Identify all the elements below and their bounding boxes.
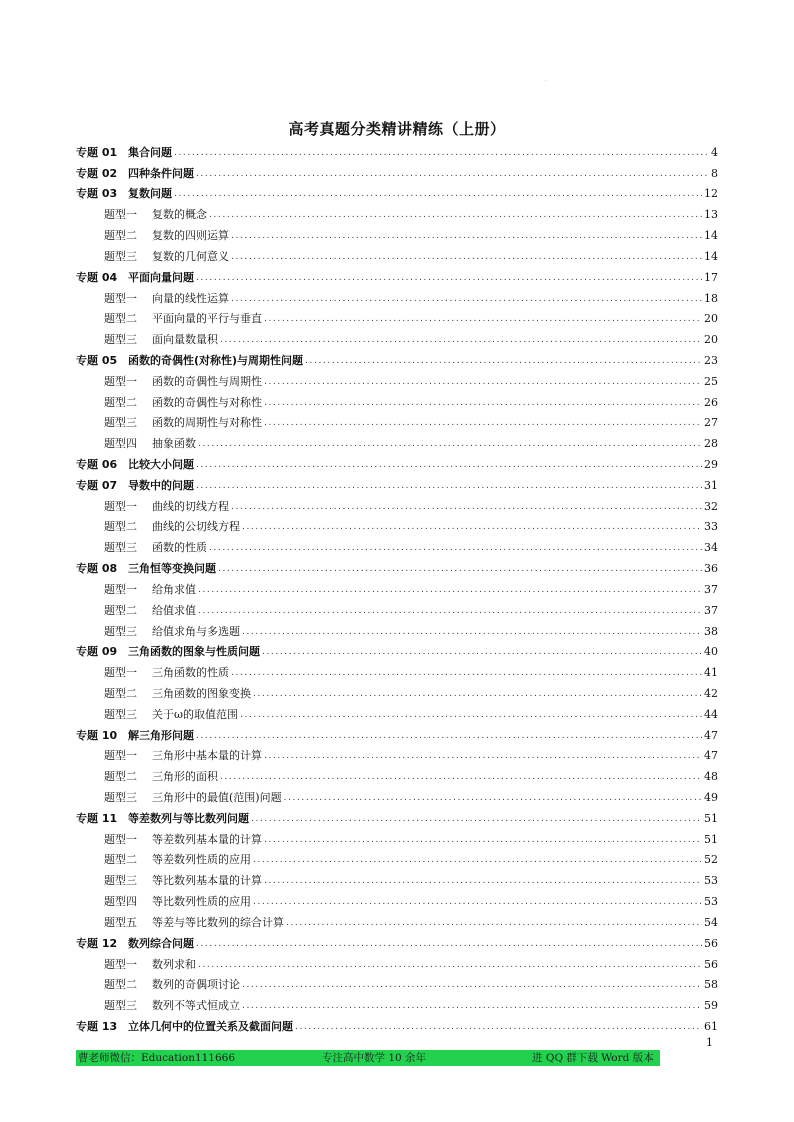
toc-dot-leader [196,271,702,285]
toc-entry-title: 数列综合问题 [128,936,194,950]
toc-entry-label [104,770,218,784]
document-title: 高考真题分类精讲精练（上册） [288,120,506,138]
toc-entry-number: 题型二 [104,978,137,992]
scan-speck: · [545,78,547,85]
toc-entry-title: 等比数列基本量的计算 [152,874,262,888]
toc-dot-leader [209,208,702,222]
toc-page-number: 27 [704,416,718,430]
toc-chapter-entry[interactable] [76,160,718,181]
footer-wechat: 曹老师微信：Education111666 [78,1052,236,1064]
toc-entry-label [76,1020,293,1034]
toc-section-entry[interactable] [76,992,718,1013]
toc-page-number: 25 [704,374,718,388]
toc-section-entry[interactable] [76,201,718,222]
toc-section-entry[interactable] [76,306,718,327]
toc-entry-label [76,146,172,160]
toc-entry-label [76,167,194,181]
toc-entry-number: 题型一 [104,291,137,305]
toc-entry-label [104,312,262,326]
toc-entry-number: 专题 12 [76,936,118,950]
toc-chapter-entry[interactable] [76,472,718,493]
toc-chapter-entry[interactable] [76,451,718,472]
toc-entry-title: 三角形中的最值(范围)问题 [152,791,282,804]
toc-page-number: 56 [704,936,718,950]
toc-entry-number: 专题 06 [76,458,118,471]
toc-chapter-entry[interactable] [76,139,718,160]
toc-section-entry[interactable] [76,493,718,514]
toc-chapter-entry[interactable] [76,1013,718,1034]
toc-entry-number: 题型二 [104,770,137,784]
toc-dot-leader [240,708,702,722]
toc-entry-title: 数列的奇偶项讨论 [152,978,240,992]
toc-entry-number: 专题 03 [76,187,118,201]
toc-entry-label [104,895,251,909]
toc-entry-number: 题型一 [104,208,137,222]
toc-section-entry[interactable] [76,701,718,722]
toc-entry-number: 题型二 [104,520,137,534]
toc-entry-title: 给值求角与多选题 [152,624,240,638]
toc-entry-label [104,208,207,222]
toc-entry-number: 题型三 [104,874,137,888]
footer-download: 进 QQ 群下载 Word 版本 [532,1052,654,1064]
toc-entry-label [104,978,240,992]
table-of-contents [76,139,718,1034]
toc-page-number: 14 [704,229,718,243]
toc-entry-title: 平面向量问题 [128,270,194,284]
toc-dot-leader [231,229,702,243]
toc-dot-leader [251,812,702,826]
toc-entry-title: 等差数列基本量的计算 [152,832,262,846]
toc-dot-leader [264,375,702,389]
toc-entry-title: 面向量数量积 [152,333,218,347]
toc-section-entry[interactable] [76,784,718,805]
toc-section-entry[interactable] [76,867,718,888]
toc-page-number: 48 [704,770,718,784]
toc-chapter-entry[interactable] [76,639,718,660]
toc-dot-leader [218,562,702,576]
toc-entry-number: 题型三 [104,416,137,430]
toc-section-entry[interactable] [76,888,718,909]
toc-entry-title: 三角函数的图象与性质问题 [128,645,260,659]
toc-dot-leader [262,645,702,659]
toc-entry-label [104,437,196,451]
toc-page-number: 51 [704,811,718,825]
toc-entry-number: 题型一 [104,582,137,596]
toc-entry-label [104,604,196,618]
toc-section-entry[interactable] [76,243,718,264]
toc-entry-label [104,791,282,805]
toc-page-number: 12 [704,187,718,201]
toc-entry-title: 复数的四则运算 [152,229,229,243]
toc-entry-label [104,520,240,534]
toc-entry-number: 题型二 [104,312,137,326]
toc-entry-label [104,333,218,347]
toc-entry-number: 题型三 [104,333,137,347]
toc-section-entry[interactable] [76,951,718,972]
toc-entry-title: 复数的概念 [152,208,207,222]
toc-entry-label [104,687,251,701]
toc-entry-label [104,292,229,306]
toc-section-entry[interactable] [76,972,718,993]
toc-entry-title: 等差数列性质的应用 [152,853,251,867]
toc-entry-title: 三角函数的图象变换 [152,686,251,700]
toc-entry-title: 三角形中基本量的计算 [152,749,262,763]
toc-entry-title: 数列求和 [152,957,196,971]
toc-page-number: 32 [704,499,718,513]
toc-entry-number: 题型一 [104,499,137,513]
toc-page-number: 13 [704,208,718,222]
toc-entry-label [76,458,194,472]
toc-section-entry[interactable] [76,430,718,451]
toc-entry-number: 专题 01 [76,145,118,159]
toc-page-number: 26 [704,395,718,409]
toc-entry-number: 题型一 [104,749,137,763]
toc-dot-leader [264,874,702,888]
toc-page-number: 4 [711,145,718,159]
toc-entry-label [76,729,194,743]
toc-entry-title: 曲线的公切线方程 [152,520,240,534]
toc-section-entry[interactable] [76,368,718,389]
toc-section-entry[interactable] [76,743,718,764]
toc-section-entry[interactable] [76,909,718,930]
toc-entry-label [104,749,262,763]
toc-entry-number: 题型四 [104,437,137,451]
toc-dot-leader [231,292,702,306]
toc-section-entry[interactable] [76,763,718,784]
toc-dot-leader [196,937,702,951]
toc-entry-title: 三角形的面积 [152,770,218,784]
toc-dot-leader [253,895,702,909]
toc-section-entry[interactable] [76,534,718,555]
toc-section-entry[interactable] [76,659,718,680]
toc-section-entry[interactable] [76,326,718,347]
toc-entry-label [104,500,229,514]
toc-entry-number: 题型二 [104,229,137,243]
toc-entry-label [104,853,251,867]
toc-section-entry[interactable] [76,847,718,868]
toc-chapter-entry[interactable] [76,181,718,202]
toc-entry-title: 等差与等比数列的综合计算 [152,915,284,929]
toc-page-number: 58 [704,978,718,992]
toc-entry-title: 函数的性质 [152,541,207,555]
toc-entry-number: 题型三 [104,249,137,263]
toc-entry-label [104,583,196,597]
toc-entry-label [104,396,262,410]
toc-entry-number: 题型四 [104,895,137,909]
toc-entry-title: 抽象函数 [152,437,196,451]
footer-tagline: 专注高中数学 10 余年 [322,1052,427,1064]
toc-entry-number: 专题 10 [76,728,118,742]
toc-dot-leader [264,749,702,763]
toc-dot-leader [231,500,702,514]
toc-entry-title: 等比数列性质的应用 [152,895,251,909]
toc-entry-title: 函数的周期性与对称性 [152,416,262,430]
toc-dot-leader [242,978,702,992]
toc-dot-leader [295,1020,702,1034]
toc-page-number: 14 [704,249,718,263]
toc-page-number: 41 [704,666,718,680]
toc-page-number: 53 [704,895,718,909]
toc-entry-number: 题型三 [104,707,137,721]
toc-chapter-entry[interactable] [76,264,718,285]
toc-dot-leader [196,167,709,181]
toc-entry-label [76,271,194,285]
toc-entry-number: 题型一 [104,957,137,971]
toc-entry-number: 专题 11 [76,811,118,825]
toc-chapter-entry[interactable] [76,805,718,826]
toc-dot-leader [174,187,702,201]
toc-entry-label [104,958,196,972]
toc-page-number: 34 [704,541,718,555]
toc-entry-title: 函数的奇偶性与对称性 [152,395,262,409]
toc-page-number: 31 [704,478,718,492]
toc-dot-leader [242,520,702,534]
toc-entry-number: 题型一 [104,374,137,388]
toc-page-number: 17 [704,270,718,284]
toc-page-number: 23 [704,353,718,367]
toc-entry-title: 关于ω的取值范围 [152,707,238,721]
toc-section-entry[interactable] [76,285,718,306]
toc-entry-number: 专题 04 [76,270,118,284]
toc-entry-number: 题型三 [104,624,137,638]
toc-dot-leader [231,250,702,264]
toc-entry-number: 专题 07 [76,478,118,492]
toc-entry-title: 集合问题 [128,145,172,159]
toc-page-number: 29 [704,458,718,471]
toc-entry-title: 复数的几何意义 [152,249,229,263]
toc-entry-title: 等差数列与等比数列问题 [128,811,249,825]
toc-page-number: 20 [704,333,718,347]
toc-dot-leader [231,666,702,680]
toc-dot-leader [253,687,702,701]
toc-entry-label [76,812,249,826]
toc-entry-title: 给值求值 [152,603,196,617]
toc-dot-leader [220,333,702,347]
toc-entry-label [104,708,238,722]
toc-entry-number: 题型二 [104,603,137,617]
toc-entry-number: 题型五 [104,915,137,929]
toc-entry-title: 三角函数的性质 [152,666,229,680]
toc-dot-leader [264,416,702,430]
toc-entry-title: 比较大小问题 [128,458,194,471]
toc-dot-leader [264,396,702,410]
toc-entry-label [76,562,216,576]
toc-entry-number: 题型二 [104,686,137,700]
toc-entry-number: 专题 05 [76,353,118,367]
toc-entry-label [76,937,194,951]
toc-entry-label [76,354,303,368]
toc-entry-title: 函数的奇偶性(对称性)与周期性问题 [128,353,304,367]
footer-banner [76,1050,660,1066]
toc-dot-leader [264,833,702,847]
toc-dot-leader [242,999,702,1013]
toc-entry-label [104,916,284,930]
toc-page-number: 33 [704,520,718,534]
toc-entry-label [104,666,229,680]
toc-entry-number: 题型三 [104,541,137,555]
toc-dot-leader [209,541,702,555]
toc-dot-leader [174,146,709,160]
toc-entry-number: 题型二 [104,395,137,409]
toc-page-number: 61 [704,1019,718,1033]
toc-entry-label [76,645,260,659]
toc-page-number: 20 [704,312,718,326]
toc-section-entry[interactable] [76,410,718,431]
toc-page-number: 49 [704,791,718,804]
toc-dot-leader [196,479,702,493]
toc-page-number: 47 [704,749,718,763]
toc-entry-title: 解三角形问题 [128,728,194,742]
toc-entry-title: 四种条件问题 [128,166,194,180]
toc-entry-number: 专题 08 [76,562,118,576]
toc-dot-leader [284,791,702,805]
toc-entry-label [104,625,240,639]
toc-section-entry[interactable] [76,826,718,847]
toc-entry-label [104,999,240,1013]
toc-entry-title: 向量的线性运算 [152,291,229,305]
toc-dot-leader [220,770,702,784]
toc-entry-label [104,833,262,847]
toc-entry-label [104,874,262,888]
toc-entry-label [104,229,229,243]
toc-page-number: 36 [704,562,718,576]
toc-dot-leader [198,437,702,451]
toc-entry-title: 复数问题 [128,187,172,201]
toc-entry-number: 题型三 [104,791,137,804]
toc-dot-leader [286,916,702,930]
page-number: 1 [706,1036,713,1049]
toc-dot-leader [253,853,702,867]
toc-page-number: 52 [704,853,718,867]
toc-entry-title: 给角求值 [152,582,196,596]
toc-entry-label [76,479,194,493]
toc-section-entry[interactable] [76,389,718,410]
toc-page-number: 59 [704,999,718,1013]
toc-entry-number: 专题 02 [76,166,118,180]
toc-entry-title: 函数的奇偶性与周期性 [152,374,262,388]
toc-entry-label [104,250,229,264]
toc-entry-label [76,187,172,201]
toc-entry-label [104,416,262,430]
toc-entry-number: 专题 13 [76,1019,118,1033]
toc-entry-title: 导数中的问题 [128,478,194,492]
toc-page-number: 28 [704,437,718,451]
toc-dot-leader [305,354,702,368]
toc-dot-leader [198,958,702,972]
toc-section-entry[interactable] [76,618,718,639]
toc-dot-leader [264,312,702,326]
toc-chapter-entry[interactable] [76,930,718,951]
toc-page-number: 37 [704,603,718,617]
toc-page-number: 44 [704,707,718,721]
toc-entry-label [104,375,262,389]
toc-section-entry[interactable] [76,680,718,701]
toc-page-number: 40 [704,645,718,659]
toc-dot-leader [196,729,702,743]
toc-entry-title: 曲线的切线方程 [152,499,229,513]
toc-entry-title: 三角恒等变换问题 [128,562,216,576]
toc-entry-number: 题型一 [104,666,137,680]
toc-dot-leader [242,625,702,639]
toc-page-number: 42 [704,686,718,700]
toc-page-number: 47 [704,728,718,742]
toc-chapter-entry[interactable] [76,555,718,576]
toc-entry-number: 题型三 [104,999,137,1013]
toc-section-entry[interactable] [76,222,718,243]
toc-dot-leader [198,583,702,597]
toc-page-number: 38 [704,624,718,638]
toc-page-number: 56 [704,957,718,971]
toc-chapter-entry[interactable] [76,722,718,743]
toc-page-number: 8 [711,166,718,180]
toc-section-entry[interactable] [76,576,718,597]
toc-page-number: 37 [704,582,718,596]
toc-section-entry[interactable] [76,514,718,535]
toc-section-entry[interactable] [76,597,718,618]
toc-entry-number: 专题 09 [76,645,118,659]
toc-entry-title: 立体几何中的位置关系及截面问题 [128,1019,293,1033]
toc-page-number: 18 [704,291,718,305]
toc-dot-leader [196,458,702,472]
toc-entry-label [104,541,207,555]
toc-chapter-entry[interactable] [76,347,718,368]
toc-page-number: 53 [704,874,718,888]
toc-page-number: 51 [704,832,718,846]
toc-page-number: 54 [704,915,718,929]
toc-entry-number: 题型二 [104,853,137,867]
toc-entry-title: 平面向量的平行与垂直 [152,312,262,326]
toc-entry-number: 题型一 [104,832,137,846]
toc-entry-title: 数列不等式恒成立 [152,999,240,1013]
toc-dot-leader [198,604,702,618]
